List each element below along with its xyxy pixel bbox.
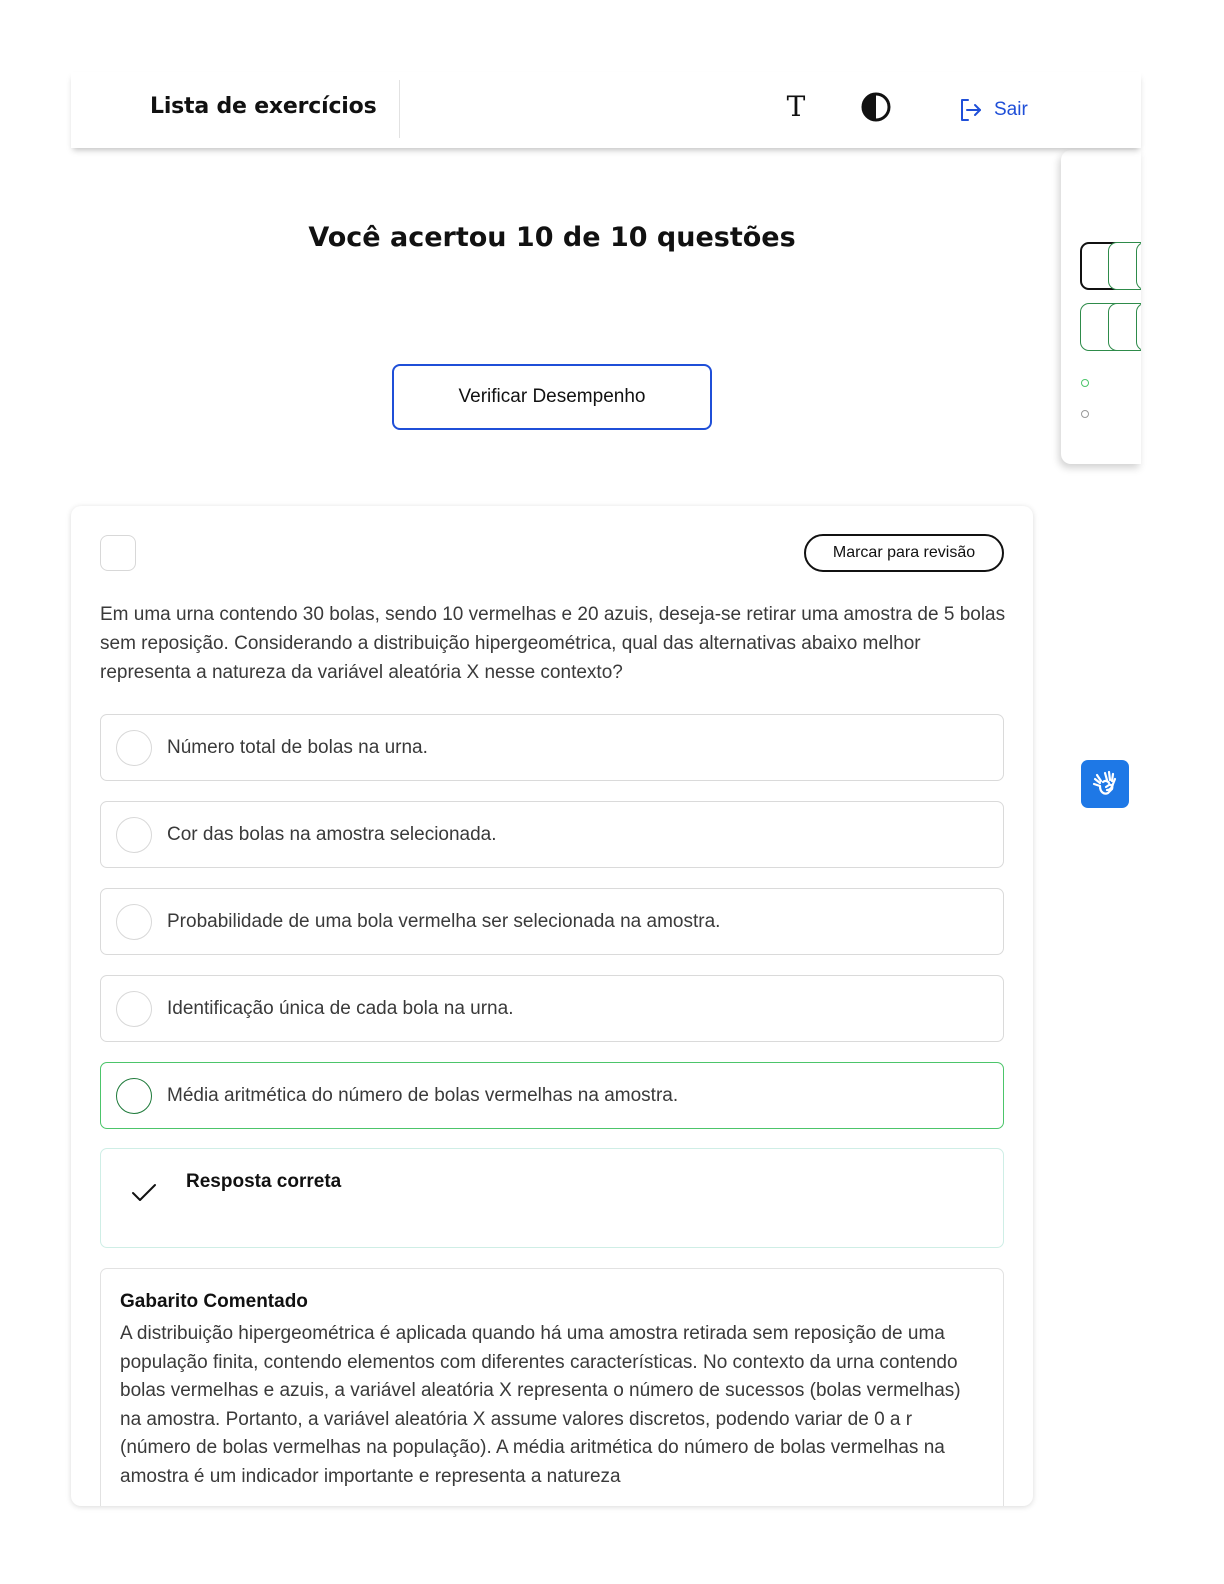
option-radio[interactable] — [116, 817, 152, 853]
commented-answer-text: A distribuição hipergeométrica é aplicada quando há uma amostra retirada sem reposição de uma população finita, contendo elementos com diferentes características. No contexto da urna contendo bolas vermelhas e azuis, a variável aleatória X representa o número de sucessos (bolas vermelhas) na amostra. Portanto, a variável aleatória X assume valores discretos, podendo variar de 0 a r (número de bolas vermelhas na população). A média aritmética do número de bolas vermelhas na amostra é um indicador importante e representa a natureza — [120, 1323, 961, 1487]
logout-label: Sair — [994, 99, 1028, 120]
legend-dot-correct — [1081, 379, 1089, 387]
header-divider — [399, 80, 400, 138]
answer-option-correct[interactable] — [100, 1062, 1004, 1129]
option-text: Média aritmética do número de bolas vermelhas na amostra. — [167, 1085, 679, 1106]
question-nav-tile[interactable] — [1136, 303, 1141, 351]
option-text: Identificação única de cada bola na urna. — [167, 998, 514, 1019]
commented-answer-box — [100, 1268, 1004, 1506]
sign-language-hands-icon — [1089, 768, 1121, 800]
option-radio[interactable] — [116, 730, 152, 766]
verify-performance-button[interactable]: Verificar Desempenho — [392, 364, 712, 430]
answer-option[interactable] — [100, 714, 1004, 781]
logout-icon — [958, 97, 984, 123]
score-summary: Você acertou 10 de 10 questões — [308, 222, 796, 253]
answer-option[interactable] — [100, 975, 1004, 1042]
commented-answer-title: Gabarito Comentado — [120, 1291, 308, 1312]
font-size-button[interactable] — [778, 88, 814, 124]
option-radio[interactable] — [116, 904, 152, 940]
contrast-icon — [859, 90, 893, 124]
option-radio[interactable] — [116, 991, 152, 1027]
question-nav-tile[interactable] — [1136, 242, 1141, 290]
question-navigator-panel — [1061, 150, 1141, 464]
mark-for-review-button[interactable]: Marcar para revisão — [804, 534, 1004, 572]
option-text: Número total de bolas na urna. — [167, 737, 428, 758]
logout-button[interactable] — [958, 96, 1028, 124]
result-box — [100, 1148, 1004, 1248]
sign-language-button[interactable] — [1081, 760, 1129, 808]
question-statement: Em uma urna contendo 30 bolas, sendo 10 vermelhas e 20 azuis, deseja-se retirar uma amostra de 5 bolas sem reposição. Considerando a distribuição hipergeométrica, qual das alternativas abaixo melhor representa a natureza da variável aleatória X nesse contexto? — [100, 604, 1006, 683]
answer-option[interactable] — [100, 801, 1004, 868]
option-radio[interactable] — [116, 1078, 152, 1114]
check-icon — [131, 1183, 157, 1203]
result-label: Resposta correta — [186, 1171, 342, 1192]
font-size-icon: T — [786, 89, 806, 123]
option-text: Cor das bolas na amostra selecionada. — [167, 824, 497, 845]
top-header — [71, 72, 1141, 148]
page-title: Lista de exercícios — [150, 94, 377, 119]
question-select-checkbox[interactable] — [100, 535, 136, 571]
contrast-button[interactable] — [859, 90, 893, 124]
legend-dot-unanswered — [1081, 410, 1089, 418]
option-text: Probabilidade de uma bola vermelha ser selecionada na amostra. — [167, 911, 721, 932]
answer-option[interactable] — [100, 888, 1004, 955]
question-card — [71, 506, 1033, 1506]
